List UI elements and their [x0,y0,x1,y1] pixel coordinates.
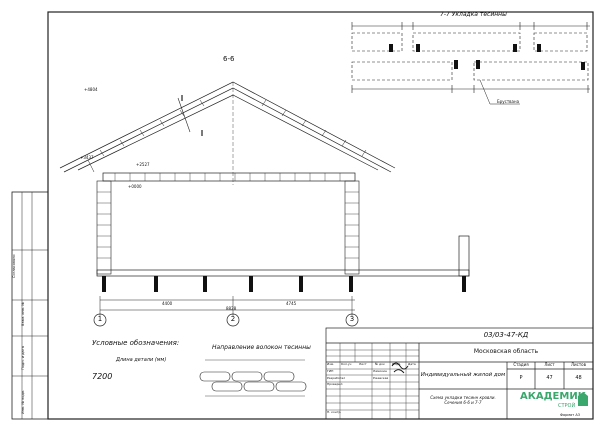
region: Московская область [473,348,539,355]
stage-header: Стадия [513,362,529,367]
dowel-callout: Бруствана [497,99,520,104]
stage-value: Р [519,375,523,381]
axis-label-1: 1 [97,315,103,323]
role-4: Н. контр. [327,410,342,414]
level-eave: +3437 [80,155,94,160]
section-7-7-title: 7-7 Укладка тесинны [440,11,507,18]
sheet-value: 47 [546,375,553,381]
rev-col-1: Изм. [327,362,335,366]
axis-label-3: 3 [349,315,355,323]
logo-sub: СТРОЙ [558,403,576,409]
dim-left: 4400 [162,301,173,306]
name-1: Ламокин [373,369,387,373]
rev-col-4: № док [375,362,385,366]
dim-right: 4745 [286,301,297,306]
name-2: Ржевская [373,376,389,380]
level-top: +4804 [84,87,98,92]
rev-col-5: Подп. [392,362,402,366]
section-6-6-drawing [60,82,469,326]
legend-item-value: 7200 [92,372,113,381]
stamp-row-4: Инв. № подл. [21,389,25,414]
rev-col-2: Кол.уч [341,362,352,366]
legend-title: Условные обозначения: [92,339,180,347]
wood-grain-legend [200,360,306,396]
legend-item-label: Длина детали (мм) [116,357,167,363]
logo-text: АКАДЕМИК [520,391,586,402]
role-3: Проверил [327,382,343,386]
format-label: Формат А3 [560,413,580,417]
axis-label-2: 2 [230,315,236,323]
section-6-6-title: 6-6 [223,55,235,63]
stamp-row-2: Взам. инв. № [21,302,25,326]
object-name: Индивидуальный жилой дом [420,372,506,378]
sheet-frame [12,12,593,419]
stamp-row-3: Подп. и дата [21,346,25,370]
stamp-row-1: Согласовано [12,254,16,278]
sheets-value: 48 [575,375,582,381]
direction-title: Направление волокон тесинны [212,344,311,351]
level-mid: +2527 [136,162,150,167]
sheets-header: Листов [571,362,586,367]
sheet-name: Схема укладки тесинн кровли. Сечения 6-6 и 7-7 [430,395,496,405]
rev-col-3: Лист [359,362,367,366]
sheet-header: Лист [544,362,555,367]
role-2: Разработал [327,376,346,380]
section-7-7-drawing [352,22,590,104]
role-1: ГИП [327,369,334,373]
rev-col-6: Дата [408,362,416,366]
level-floor: +0000 [128,184,142,189]
project-code: 03/03-47-КД [483,331,529,339]
dim-mid: 8828 [226,306,237,311]
